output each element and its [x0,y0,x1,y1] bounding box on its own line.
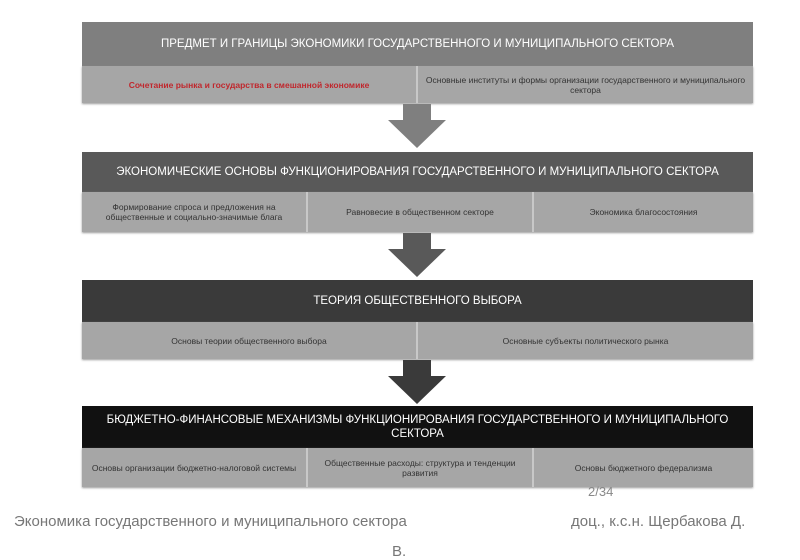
footer-author: доц., к.с.н. Щербакова Д. [571,513,746,530]
section-1-header: ПРЕДМЕТ И ГРАНИЦЫ ЭКОНОМИКИ ГОСУДАРСТВЕННОГО И МУНИЦИПАЛЬНОГО СЕКТОРА [82,22,753,66]
topic-item[interactable]: Основы организации бюджетно-налоговой системы [82,448,308,487]
footer-author-continued: В. [392,543,407,560]
topic-item[interactable]: Основные институты и формы организации государственного и муниципального сектора [418,66,753,103]
down-arrow-icon [388,360,446,404]
page-number: 2/34 [588,484,614,499]
down-arrow-icon [388,104,446,148]
topic-item-highlighted[interactable]: Сочетание рынка и государства в смешанной экономике [82,66,418,103]
topic-item[interactable]: Равновесие в общественном секторе [308,192,534,232]
section-4-items [82,448,753,487]
section-1-items [82,66,753,103]
topic-item[interactable]: Формирование спроса и предложения на общественные и социально-значимые блага [82,192,308,232]
section-3-items [82,322,753,359]
section-2-items [82,192,753,232]
topic-item[interactable]: Общественные расходы: структура и тенденции развития [308,448,534,487]
section-4-header: БЮДЖЕТНО-ФИНАНСОВЫЕ МЕХАНИЗМЫ ФУНКЦИОНИРОВАНИЯ ГОСУДАРСТВЕННОГО И МУНИЦИПАЛЬНОГО СЕКТОРА [82,406,753,448]
section-2-header: ЭКОНОМИЧЕСКИЕ ОСНОВЫ ФУНКЦИОНИРОВАНИЯ ГОСУДАРСТВЕННОГО И МУНИЦИПАЛЬНОГО СЕКТОРА [82,152,753,192]
down-arrow-icon [388,233,446,277]
topic-item[interactable]: Экономика благосостояния [534,192,753,232]
topic-item[interactable]: Основные субъекты политического рынка [418,322,753,359]
topic-item[interactable]: Основы теории общественного выбора [82,322,418,359]
section-3-header: ТЕОРИЯ ОБЩЕСТВЕННОГО ВЫБОРА [82,280,753,322]
footer-course-title: Экономика государственного и муниципального сектора [14,513,407,530]
topic-item[interactable]: Основы бюджетного федерализма [534,448,753,487]
